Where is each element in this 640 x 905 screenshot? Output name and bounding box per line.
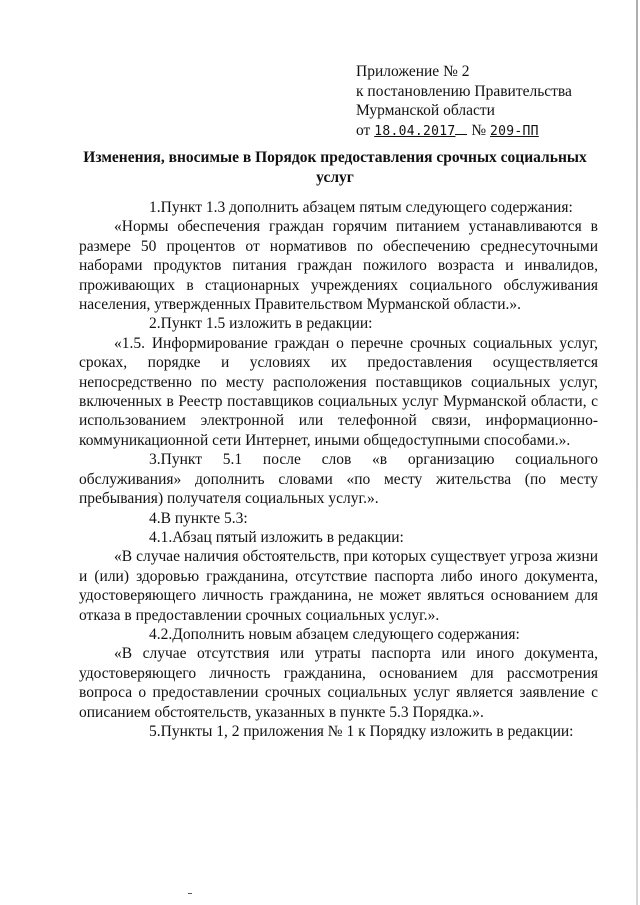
- paragraph: [79, 217, 598, 314]
- number-value: 209-ПП: [490, 123, 539, 139]
- paragraph-text: Дополнить новым абзацем следующего содержания:: [172, 625, 520, 643]
- appendix-region: Мурманской области: [356, 102, 495, 119]
- paragraph: [79, 450, 598, 508]
- paragraph: [79, 528, 598, 547]
- number-prefix: №: [471, 121, 487, 139]
- paragraph-number: 4.1.: [149, 528, 173, 546]
- paragraph: [79, 722, 598, 741]
- paragraph-text: Пункт 1.3 дополнить абзацем пятым следующего содержания:: [160, 199, 573, 216]
- document-body: [79, 198, 598, 741]
- paragraph: [79, 509, 598, 528]
- paragraph-text: «В случае отсутствия или утраты паспорта или иного документа, удостоверяющего личность гражданина, основанием для рассмотрения вопроса о предоставлении срочных социальных услуг является заявление с описанием обстоятельств, указанных в пункте 5.3 Порядка.».: [79, 645, 598, 721]
- paragraph: [79, 547, 598, 625]
- date-prefix: от: [356, 121, 371, 139]
- appendix-number: Приложение № 2: [356, 63, 470, 80]
- paragraph: [79, 625, 598, 644]
- date-value: 18.04.2017: [374, 123, 456, 139]
- paragraph-number: 4.2.: [149, 625, 173, 643]
- paragraph-number: 3.: [149, 451, 161, 469]
- paragraph-number: 1.: [149, 199, 161, 216]
- underline-gap: [455, 122, 467, 135]
- paragraph: [79, 198, 598, 217]
- paragraph: [79, 334, 598, 450]
- paragraph-text: Пункт 1.5 изложить в редакции:: [160, 315, 373, 333]
- paragraph-text: Абзац пятый изложить в редакции:: [172, 528, 404, 546]
- scan-mark: [188, 893, 192, 894]
- paragraph: [79, 314, 598, 333]
- paragraph-text: «1.5. Информирование граждан о перечне срочных социальных услуг, сроках, порядке и условиях их предоставления осуществляется непосредственно по месту расположения поставщиков социальных услуг, включенных в Реестр поставщиков социальных услуг Мурманской области, с использованием электронной или телефонной связи, информационно-коммуникационной сети Интернет, иными общедоступными способами.».: [79, 334, 598, 449]
- paragraph-text: В пункте 5.3:: [160, 509, 248, 527]
- paragraph-number: 4.: [149, 509, 161, 527]
- paragraph-number: 2.: [149, 315, 161, 333]
- scan-edge: [636, 0, 638, 905]
- appendix-reference: к постановлению Правительства: [356, 82, 572, 100]
- appendix-header: [356, 62, 626, 141]
- paragraph-number: 5.: [149, 722, 161, 740]
- paragraph-text: Пункты 1, 2 приложения № 1 к Порядку изложить в редакции:: [160, 722, 574, 740]
- paragraph-text: «Нормы обеспечения граждан горячим питанием устанавливаются в размере 50 процентов от нормативов по обеспечению среднесуточными наборами продуктов питания граждан пожилого возраста и инвалидов, проживающих в стационарных учреждениях социального обслуживания населения, утвержденных Правительством Мурманской области.».: [79, 218, 598, 314]
- document-title: Изменения, вносимые в Порядок предоставления срочных социальных услуг: [83, 149, 587, 186]
- paragraph-text: «В случае наличия обстоятельств, при которых существует угроза жизни и (или) здоровью гражданина, отсутствие паспорта либо иного документа, удостоверяющего личность гражданина, не может являться основанием для отказа в предоставлении срочных социальных услуг.».: [79, 548, 598, 624]
- paragraph: [79, 644, 598, 722]
- paragraph-text: Пункт 5.1 после слов «в организацию социального обслуживания» дополнить словами «по месту жительства (по месту пребывания) получателя социальных услуг.».: [79, 451, 598, 508]
- appendix-date-line: [356, 121, 626, 142]
